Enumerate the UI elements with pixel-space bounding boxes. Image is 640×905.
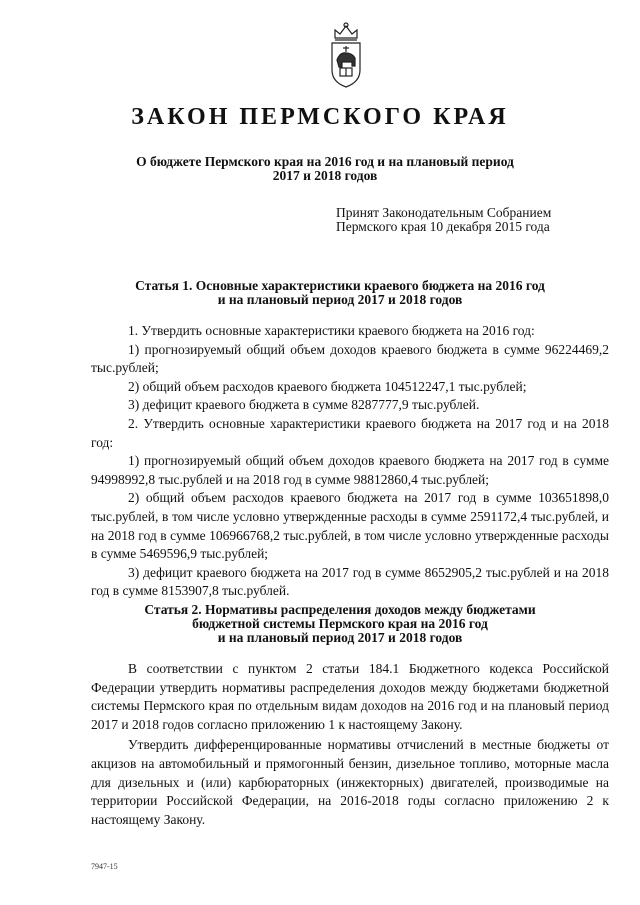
article1-heading-line: и на плановый период 2017 и 2018 годов — [217, 292, 463, 307]
perm-krai-coat-of-arms-icon — [326, 20, 366, 90]
document-code: 7947-15 — [91, 862, 118, 871]
article1-paragraph: 1) прогнозируемый общий объем доходов краевого бюджета в сумме 96224469,2 тыс.рублей; — [91, 341, 609, 376]
article1-paragraph: 2) общий объем расходов краевого бюджета на 2017 год в сумме 103651898,0 тыс.рублей, в том числе условно утвержденные расходы в сумме 2591172,4 тыс.рублей, и на 2018 год в сумме 106966768,2 тыс.рублей, в том числе условно утвержденные расходы в сумме 5469596,9 тыс.рублей; — [91, 490, 609, 562]
law-title: ЗАКОН ПЕРМСКОГО КРАЯ — [131, 104, 509, 130]
article1-paragraph: 2) общий объем расходов краевого бюджета 104512247,1 тыс.рублей; — [128, 378, 527, 394]
article2-heading-line: и на плановый период 2017 и 2018 годов — [217, 630, 463, 645]
article1-paragraph: 1. Утвердить основные характеристики краевого бюджета на 2016 год: — [128, 323, 535, 338]
article1-body — [91, 322, 609, 601]
law-subtitle-line: О бюджете Пермского края на 2016 год и на плановый период — [136, 154, 514, 169]
adoption-note-line: Пермского края 10 декабря 2015 года — [336, 219, 550, 234]
article2-heading-line: Статья 2. Нормативы распределения доходов между бюджетами — [144, 602, 536, 617]
article2-heading-line: бюджетной системы Пермского края на 2016 год — [192, 616, 488, 631]
adoption-note-line: Принят Законодательным Собранием — [336, 205, 552, 220]
law-subtitle — [100, 155, 550, 183]
adoption-note — [336, 206, 551, 234]
article2-paragraph: Утвердить дифференцированные нормативы отчислений в местные бюджеты от акцизов на автомобильный и прямогонный бензин, дизельное топливо, моторные масла для дизельных и (или) карбюраторных (инжекторных) двигателей, производимые на территории Российской Федерации, на 2016-2018 годы согласно приложению 2 к настоящему Закону. — [91, 737, 609, 827]
article2-body — [91, 660, 609, 829]
article1-paragraph: 2. Утвердить основные характеристики краевого бюджета на 2017 год и на 2018 год: — [91, 415, 609, 450]
article1-heading-line: Статья 1. Основные характеристики краевого бюджета на 2016 год — [135, 278, 545, 293]
article2-paragraph: В соответствии с пунктом 2 статьи 184.1 Бюджетного кодекса Российской Федерации утвердить нормативы распределения доходов между бюджетами бюджетной системы Пермского края по отдельным видам доходов на 2016 год и на плановый период 2017 и 2018 годов согласно приложению 1 к настоящему Закону. — [91, 661, 609, 732]
article1-paragraph: 3) дефицит краевого бюджета на 2017 год в сумме 8652905,2 тыс.рублей и на 2018 год в сумме 8153907,8 тыс.рублей. — [91, 564, 609, 599]
article1-paragraph: 3) дефицит краевого бюджета в сумме 8287777,9 тыс.рублей. — [128, 397, 480, 413]
article1-paragraph: 1) прогнозируемый общий объем доходов краевого бюджета на 2017 год в сумме 94998992,8 тыс.рублей и на 2018 год в сумме 98812860,4 тыс.рублей; — [91, 453, 609, 487]
article1-heading — [90, 279, 590, 307]
article2-heading — [90, 603, 590, 645]
law-subtitle-line: 2017 и 2018 годов — [272, 168, 378, 183]
